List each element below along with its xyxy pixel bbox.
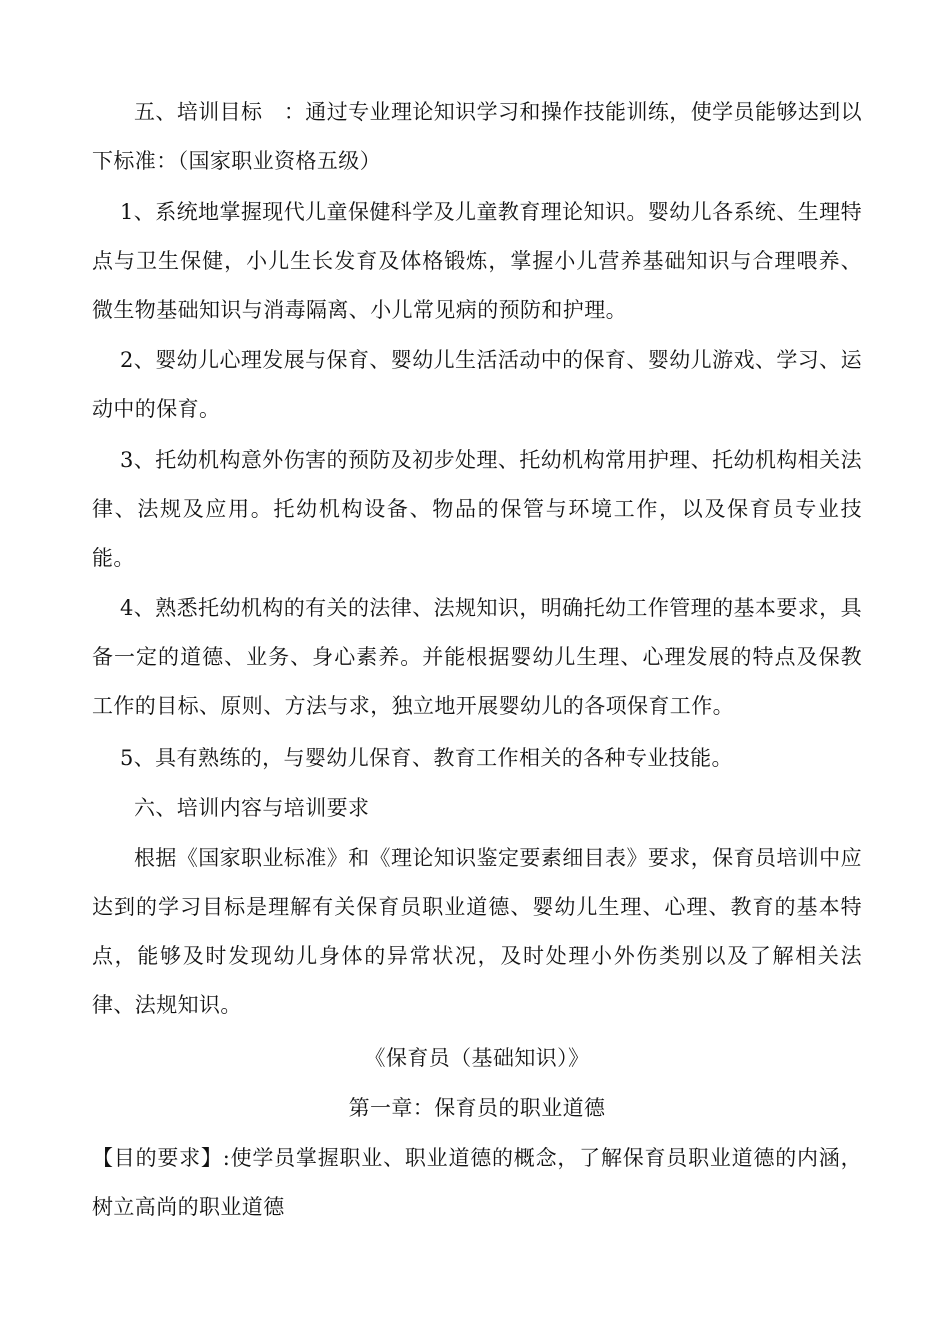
chapter-title: 第一章：保育员的职业道德 xyxy=(348,1096,606,1120)
objective-item-3: 3、托幼机构意外伤害的预防及初步处理、托幼机构常用护理、托幼机构相关法律、法规及应用。托幼机构设备、物品的保管与环境工作，以及保育员专业技能。 xyxy=(92,448,862,570)
objective-item-4: 4、熟悉托幼机构的有关的法律、法规知识，明确托幼工作管理的基本要求，具备一定的道德、业务、身心素养。并能根据婴幼儿生理、心理发展的特点及保教工作的目标、原则、方法与求，独立地开展婴幼儿的各项保育工作。 xyxy=(92,596,862,718)
objective-requirements: 【目的要求】:使学员掌握职业、职业道德的概念，了解保育员职业道德的内涵，树立高尚的职业道德 xyxy=(92,1146,862,1219)
objective-item-1: 1、系统地掌握现代儿童保健科学及儿童教育理论知识。婴幼儿各系统、生理特点与卫生保健，小儿生长发育及体格锻炼，掌握小儿营养基础知识与合理喂养、微生物基础知识与消毒隔离、小儿常见病的预防和护理。 xyxy=(92,200,862,322)
objective-item-5: 5、具有熟练的，与婴幼儿保育、教育工作相关的各种专业技能。 xyxy=(120,746,733,770)
section-five-intro: 五、培训目标 ：通过专业理论知识学习和操作技能训练，使学员能够达到以下标准：（国家职业资格五级） xyxy=(92,100,862,173)
section-six-body: 根据《国家职业标准》和《理论知识鉴定要素细目表》要求，保育员培训中应达到的学习目标是理解有关保育员职业道德、婴幼儿生理、心理、教育的基本特点，能够及时发现幼儿身体的异常状况，及时处理小外伤类别以及了解相关法律、法规知识。 xyxy=(92,846,862,1017)
book-title: 《保育员（基础知识）》 xyxy=(364,1046,590,1070)
section-six-heading: 六、培训内容与培训要求 xyxy=(134,796,370,820)
objective-item-2: 2、婴幼儿心理发展与保育、婴幼儿生活活动中的保育、婴幼儿游戏、学习、运动中的保育。 xyxy=(92,348,862,421)
